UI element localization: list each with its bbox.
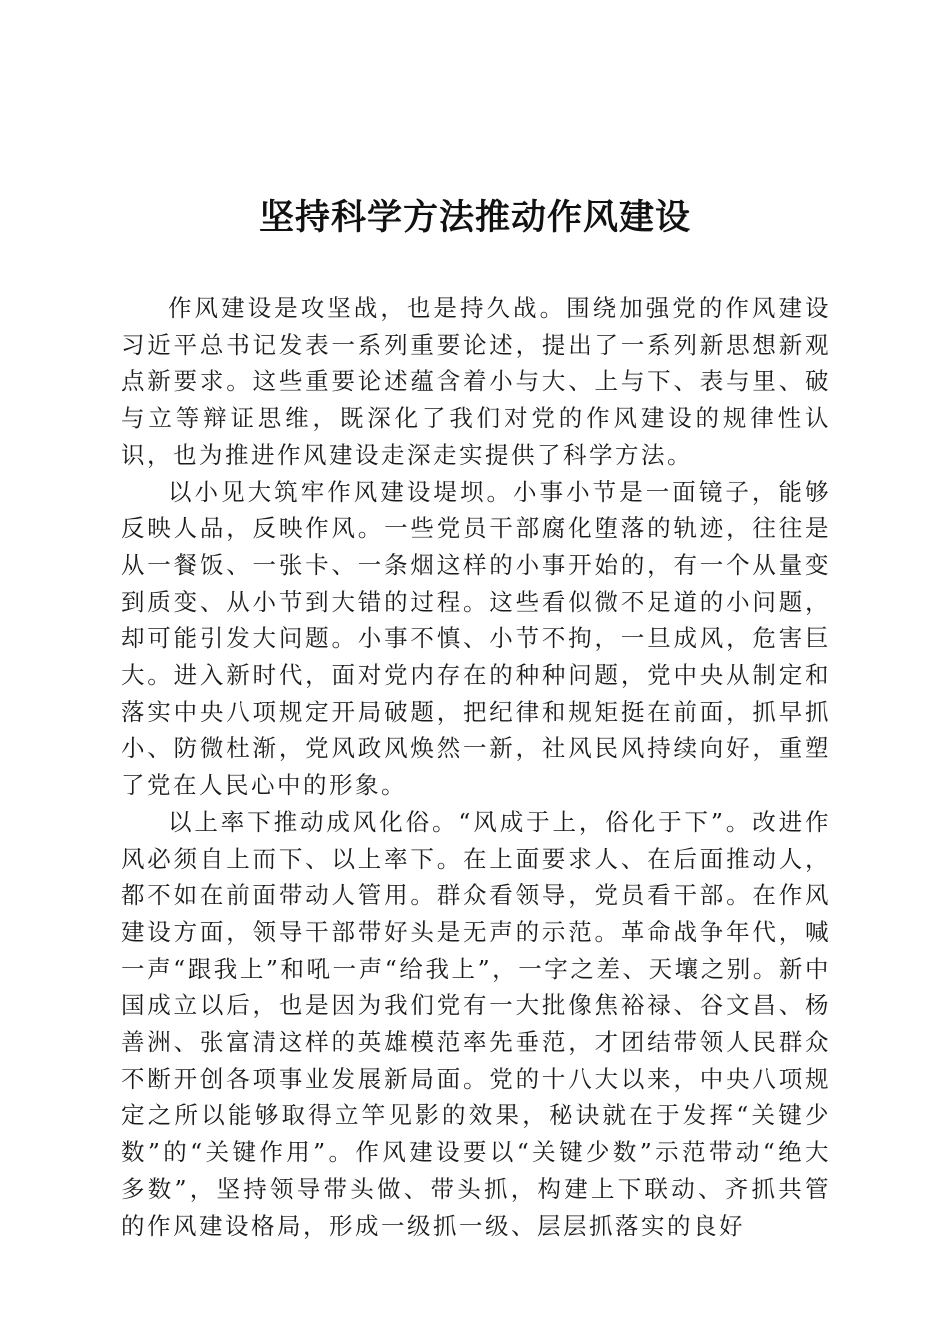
- document-title: 坚持科学方法推动作风建设: [258, 197, 691, 238]
- paragraph-lead-by-example: 以上率下推动成风化俗。“风成于上，俗化于下”。改进作风必须自上而下、以上率下。在上面要求人、在后面推动人，都不如在前面带动人管用。群众看领导，党员看干部。在作风建设方面，领导干部带好头是无声的示范。革命战争年代，喊一声“跟我上”和吼一声“给我上”，一字之差、天壤之别。新中国成立以后，也是因为我们党有一大批像焦裕禄、谷文昌、杨善洲、张富清这样的英雄模范率先垂范，才团结带领人民群众不断开创各项事业发展新局面。党的十八大以来，中央八项规定之所以能够取得立竿见影的效果，秘诀就在于发挥“关键少数”的“关键作用”。作风建设要以“关键少数”示范带动“绝大多数”，坚持领导带头做、带头抓，构建上下联动、齐抓共管的作风建设格局，形成一级抓一级、层层抓落实的良好: [121, 807, 831, 1240]
- paragraph-small-and-big: 以小见大筑牢作风建设堤坝。小事小节是一面镜子，能够反映人品，反映作风。一些党员干部腐化堕落的轨迹，往往是从一餐饭、一张卡、一条烟这样的小事开始的，有一个从量变到质变、从小节到大错的过程。这些看似微不足道的小问题，却可能引发大问题。小事不慎、小节不拘，一旦成风，危害巨大。进入新时代，面对党内存在的种种问题，党中央从制定和落实中央八项规定开局破题，把纪律和规矩挺在前面，抓早抓小、防微杜渐，党风政风焕然一新，社风民风持续向好，重塑了党在人民心中的形象。: [121, 477, 831, 800]
- document-body: [121, 290, 831, 1244]
- paragraph-intro: 作风建设是攻坚战，也是持久战。围绕加强党的作风建设习近平总书记发表一系列重要论述，提出了一系列新思想新观点新要求。这些重要论述蕴含着小与大、上与下、表与里、破与立等辩证思维，既深化了我们对党的作风建设的规律性认识，也为推进作风建设走深走实提供了科学方法。: [121, 294, 831, 469]
